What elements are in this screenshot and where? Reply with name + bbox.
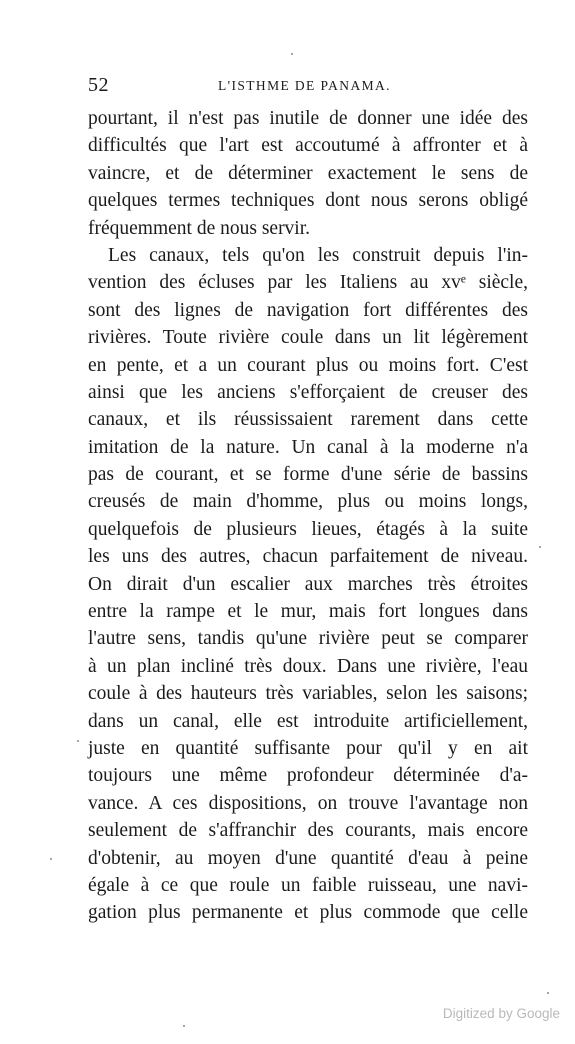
text-line: quelquefois de plusieurs lieues, étagés à la suite (88, 518, 528, 540)
scan-speck (77, 740, 79, 742)
text-line: Les canaux, tels qu'on les construit depuis l'in- (108, 244, 528, 266)
text-line: creusés de main d'homme, plus ou moins longs, (88, 491, 528, 513)
text-line: difficultés que l'art est accoutumé à affronter et à (88, 135, 528, 157)
text-line: vance. A ces dispositions, on trouve l'avantage non (88, 792, 528, 814)
text-line: fréquemment de nous servir. (88, 217, 311, 239)
text-line: pourtant, il n'est pas inutile de donner une idée des (88, 108, 528, 129)
text-line: vaincre, et de déterminer exactement le sens de (88, 162, 528, 184)
scan-speck (291, 53, 293, 55)
text-line: d'obtenir, au moyen d'une quantité d'eau à peine (88, 847, 528, 869)
text-line: entre la rampe et le mur, mais fort longues dans (88, 601, 528, 623)
text-line: les uns des autres, chacun parfaitement de niveau. (88, 546, 528, 568)
text-line: égale à ce que roule un faible ruisseau, une navi- (88, 874, 528, 896)
text-line: en pente, et a un courant plus ou moins fort. C'est (88, 354, 528, 376)
text-line: à un plan incliné très doux. Dans une rivière, l'eau (88, 655, 528, 677)
text-line: ainsi que les anciens s'efforçaient de creuser des (88, 381, 528, 403)
text-line: juste en quantité suffisante pour qu'il y en ait (88, 737, 528, 759)
text-line: sont des lignes de navigation fort différentes des (88, 299, 528, 321)
text-line: rivières. Toute rivière coule dans un lit légèrement (88, 327, 528, 349)
text-line: seulement de s'affranchir des courants, mais encore (88, 820, 528, 842)
page-number: 52 (88, 74, 109, 96)
text-line: dans un canal, elle est introduite artificiellement, (88, 710, 528, 732)
body-text (88, 105, 528, 927)
scan-speck (547, 992, 549, 994)
scan-speck (50, 858, 52, 860)
text-line: On dirait d'un escalier aux marches très étroites (88, 573, 528, 595)
digitized-watermark: Digitized by Google (442, 1006, 560, 1021)
text-line: quelques termes techniques dont nous serons obligé (88, 190, 528, 212)
text-line: imitation de la nature. Un canal à la moderne n'a (88, 436, 528, 458)
page-header (88, 74, 528, 98)
text-line: canaux, et ils réussissaient rarement dans cette (88, 409, 528, 431)
text-line: gation plus permanente et plus commode que celle (88, 902, 528, 924)
text-line: pas de courant, et se forme d'une série de bassins (88, 464, 528, 486)
running-title: L'ISTHME DE PANAMA. (218, 78, 391, 93)
scan-speck (183, 1025, 185, 1027)
text-line: coule à des hauteurs très variables, selon les saisons; (88, 683, 528, 705)
text-line: vention des écluses par les Italiens au xvᵉ siècle, (88, 272, 528, 294)
text-line: toujours une même profondeur déterminée d'a- (88, 765, 528, 787)
scan-speck (539, 546, 541, 548)
text-line: l'autre sens, tandis qu'une rivière peut se comparer (88, 628, 528, 650)
